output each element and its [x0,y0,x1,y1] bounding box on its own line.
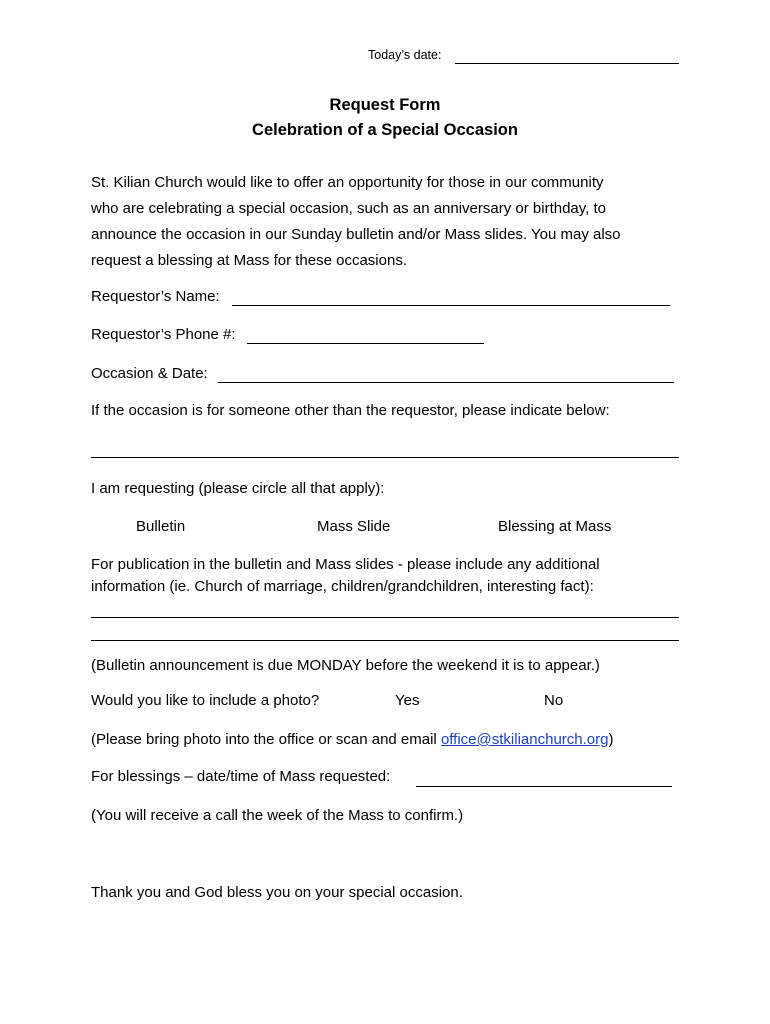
intro-line: who are celebrating a special occasion, such as an anniversary or birthday, to [91,200,607,217]
thank-you-note: Thank you and God bless you on your special occasion. [91,884,463,901]
publication-info-line-1[interactable] [91,617,679,618]
option-blessing-at-mass[interactable]: Blessing at Mass [498,518,612,535]
photo-note-close: ) [608,731,614,748]
requestor-name-label: Requestor’s Name: [91,288,220,305]
publication-line-2: information (ie. Church of marriage, children/grandchildren, interesting fact): [91,578,594,595]
photo-no-option[interactable]: No [544,692,564,709]
bulletin-due-note: (Bulletin announcement is due MONDAY before the weekend it is to appear.) [91,657,600,674]
publication-line-1: For publication in the bulletin and Mass slides - please include any additional [91,556,600,573]
blessings-mass-line[interactable] [416,786,672,787]
office-email-link[interactable]: office@stkilianchurch.org [440,731,609,748]
requestor-phone-label: Requestor’s Phone #: [91,326,236,343]
intro-line: announce the occasion in our Sunday bulletin and/or Mass slides. You may also [91,226,621,243]
requestor-phone-line[interactable] [247,343,484,344]
requesting-label: I am requesting (please circle all that apply): [91,480,385,497]
occasion-date-label: Occasion & Date: [91,365,208,382]
blessings-label: For blessings – date/time of Mass requested: [91,768,391,785]
other-person-label: If the occasion is for someone other than the requestor, please indicate below: [91,402,610,419]
occasion-date-line[interactable] [218,382,674,383]
form-title: Request Form [329,96,441,114]
todays-date-line[interactable] [455,63,679,64]
intro-line: request a blessing at Mass for these occasions. [91,252,407,269]
intro-line: St. Kilian Church would like to offer an opportunity for those in our community [91,174,604,191]
photo-note-text: (Please bring photo into the office or scan and email [91,731,441,748]
option-mass-slide[interactable]: Mass Slide [317,518,391,535]
photo-note [91,731,613,748]
confirmation-note: (You will receive a call the week of the Mass to confirm.) [91,807,464,824]
option-bulletin[interactable]: Bulletin [136,518,186,535]
publication-info-line-2[interactable] [91,640,679,641]
form-subtitle: Celebration of a Special Occasion [252,121,518,139]
todays-date-label: Today’s date: [368,48,442,62]
photo-yes-option[interactable]: Yes [395,692,420,709]
requestor-name-line[interactable] [232,305,670,306]
other-person-line[interactable] [91,457,679,458]
photo-question: Would you like to include a photo? [91,692,320,709]
intro-paragraph [91,170,621,274]
